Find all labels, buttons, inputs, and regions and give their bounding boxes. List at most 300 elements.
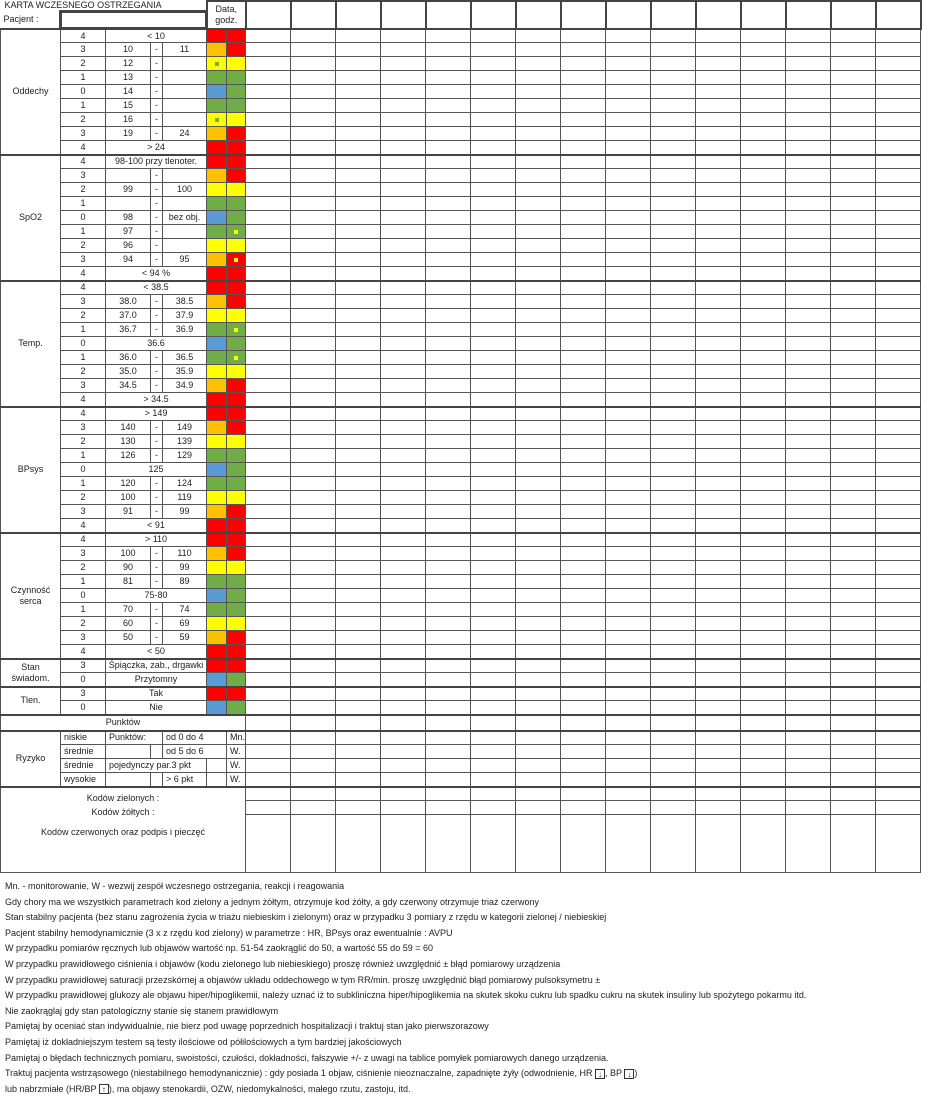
measurement-cell[interactable]	[381, 127, 426, 141]
measurement-cell[interactable]	[246, 589, 291, 603]
measurement-cell[interactable]	[426, 745, 471, 759]
measurement-cell[interactable]	[741, 603, 786, 617]
measurement-cell[interactable]	[561, 141, 606, 155]
measurement-cell[interactable]	[786, 631, 831, 645]
measurement-cell[interactable]	[246, 787, 291, 801]
measurement-cell[interactable]	[831, 57, 876, 71]
measurement-cell[interactable]	[696, 407, 741, 421]
measurement-cell[interactable]	[246, 365, 291, 379]
measurement-cell[interactable]	[246, 687, 291, 701]
measurement-cell[interactable]	[246, 815, 291, 873]
measurement-cell[interactable]	[561, 295, 606, 309]
measurement-cell[interactable]	[381, 645, 426, 659]
measurement-cell[interactable]	[651, 617, 696, 631]
measurement-cell[interactable]	[831, 113, 876, 127]
measurement-cell[interactable]	[741, 281, 786, 295]
measurement-cell[interactable]	[831, 351, 876, 365]
measurement-cell[interactable]	[561, 379, 606, 393]
measurement-cell[interactable]	[291, 337, 336, 351]
date-time-cell[interactable]	[696, 1, 741, 29]
measurement-cell[interactable]	[516, 379, 561, 393]
measurement-cell[interactable]	[831, 127, 876, 141]
measurement-cell[interactable]	[426, 715, 471, 731]
measurement-cell[interactable]	[291, 645, 336, 659]
measurement-cell[interactable]	[516, 309, 561, 323]
measurement-cell[interactable]	[291, 715, 336, 731]
measurement-cell[interactable]	[471, 29, 516, 43]
measurement-cell[interactable]	[741, 379, 786, 393]
measurement-cell[interactable]	[291, 547, 336, 561]
measurement-cell[interactable]	[426, 491, 471, 505]
measurement-cell[interactable]	[606, 197, 651, 211]
measurement-cell[interactable]	[741, 85, 786, 99]
measurement-cell[interactable]	[651, 575, 696, 589]
measurement-cell[interactable]	[831, 85, 876, 99]
measurement-cell[interactable]	[741, 71, 786, 85]
measurement-cell[interactable]	[696, 435, 741, 449]
measurement-cell[interactable]	[696, 801, 741, 815]
measurement-cell[interactable]	[336, 435, 381, 449]
measurement-cell[interactable]	[786, 239, 831, 253]
measurement-cell[interactable]	[246, 407, 291, 421]
measurement-cell[interactable]	[291, 477, 336, 491]
measurement-cell[interactable]	[426, 687, 471, 701]
measurement-cell[interactable]	[651, 449, 696, 463]
measurement-cell[interactable]	[606, 533, 651, 547]
measurement-cell[interactable]	[741, 435, 786, 449]
measurement-cell[interactable]	[876, 225, 921, 239]
measurement-cell[interactable]	[471, 141, 516, 155]
measurement-cell[interactable]	[741, 505, 786, 519]
measurement-cell[interactable]	[876, 309, 921, 323]
measurement-cell[interactable]	[336, 773, 381, 787]
measurement-cell[interactable]	[606, 659, 651, 673]
measurement-cell[interactable]	[516, 787, 561, 801]
measurement-cell[interactable]	[606, 99, 651, 113]
measurement-cell[interactable]	[426, 99, 471, 113]
measurement-cell[interactable]	[381, 731, 426, 745]
measurement-cell[interactable]	[336, 687, 381, 701]
measurement-cell[interactable]	[471, 351, 516, 365]
measurement-cell[interactable]	[426, 449, 471, 463]
measurement-cell[interactable]	[381, 491, 426, 505]
measurement-cell[interactable]	[876, 687, 921, 701]
measurement-cell[interactable]	[381, 379, 426, 393]
measurement-cell[interactable]	[831, 323, 876, 337]
measurement-cell[interactable]	[336, 127, 381, 141]
measurement-cell[interactable]	[876, 731, 921, 745]
measurement-cell[interactable]	[291, 141, 336, 155]
measurement-cell[interactable]	[336, 267, 381, 281]
measurement-cell[interactable]	[606, 365, 651, 379]
measurement-cell[interactable]	[246, 155, 291, 169]
measurement-cell[interactable]	[651, 57, 696, 71]
measurement-cell[interactable]	[831, 393, 876, 407]
measurement-cell[interactable]	[696, 337, 741, 351]
measurement-cell[interactable]	[291, 169, 336, 183]
measurement-cell[interactable]	[516, 407, 561, 421]
measurement-cell[interactable]	[516, 113, 561, 127]
measurement-cell[interactable]	[336, 505, 381, 519]
measurement-cell[interactable]	[246, 337, 291, 351]
measurement-cell[interactable]	[246, 617, 291, 631]
measurement-cell[interactable]	[336, 815, 381, 873]
measurement-cell[interactable]	[426, 759, 471, 773]
measurement-cell[interactable]	[831, 787, 876, 801]
measurement-cell[interactable]	[291, 617, 336, 631]
measurement-cell[interactable]	[291, 197, 336, 211]
measurement-cell[interactable]	[336, 29, 381, 43]
measurement-cell[interactable]	[651, 533, 696, 547]
measurement-cell[interactable]	[336, 113, 381, 127]
measurement-cell[interactable]	[786, 673, 831, 687]
measurement-cell[interactable]	[336, 575, 381, 589]
measurement-cell[interactable]	[516, 337, 561, 351]
measurement-cell[interactable]	[336, 617, 381, 631]
measurement-cell[interactable]	[786, 281, 831, 295]
measurement-cell[interactable]	[516, 701, 561, 715]
measurement-cell[interactable]	[561, 575, 606, 589]
measurement-cell[interactable]	[786, 365, 831, 379]
measurement-cell[interactable]	[651, 183, 696, 197]
measurement-cell[interactable]	[426, 463, 471, 477]
measurement-cell[interactable]	[606, 127, 651, 141]
measurement-cell[interactable]	[561, 197, 606, 211]
measurement-cell[interactable]	[741, 365, 786, 379]
measurement-cell[interactable]	[876, 701, 921, 715]
measurement-cell[interactable]	[471, 393, 516, 407]
measurement-cell[interactable]	[876, 197, 921, 211]
measurement-cell[interactable]	[561, 169, 606, 183]
measurement-cell[interactable]	[786, 169, 831, 183]
measurement-cell[interactable]	[696, 687, 741, 701]
measurement-cell[interactable]	[876, 787, 921, 801]
measurement-cell[interactable]	[381, 589, 426, 603]
measurement-cell[interactable]	[696, 267, 741, 281]
measurement-cell[interactable]	[606, 169, 651, 183]
measurement-cell[interactable]	[381, 113, 426, 127]
measurement-cell[interactable]	[471, 239, 516, 253]
measurement-cell[interactable]	[381, 323, 426, 337]
measurement-cell[interactable]	[741, 393, 786, 407]
measurement-cell[interactable]	[831, 617, 876, 631]
measurement-cell[interactable]	[696, 589, 741, 603]
measurement-cell[interactable]	[246, 715, 291, 731]
measurement-cell[interactable]	[426, 787, 471, 801]
measurement-cell[interactable]	[786, 407, 831, 421]
measurement-cell[interactable]	[246, 239, 291, 253]
measurement-cell[interactable]	[471, 815, 516, 873]
measurement-cell[interactable]	[696, 815, 741, 873]
measurement-cell[interactable]	[696, 463, 741, 477]
measurement-cell[interactable]	[741, 687, 786, 701]
measurement-cell[interactable]	[336, 463, 381, 477]
measurement-cell[interactable]	[786, 127, 831, 141]
measurement-cell[interactable]	[606, 631, 651, 645]
measurement-cell[interactable]	[381, 99, 426, 113]
measurement-cell[interactable]	[426, 57, 471, 71]
measurement-cell[interactable]	[246, 547, 291, 561]
measurement-cell[interactable]	[246, 505, 291, 519]
measurement-cell[interactable]	[471, 659, 516, 673]
measurement-cell[interactable]	[651, 815, 696, 873]
measurement-cell[interactable]	[471, 169, 516, 183]
measurement-cell[interactable]	[561, 759, 606, 773]
measurement-cell[interactable]	[651, 463, 696, 477]
measurement-cell[interactable]	[741, 99, 786, 113]
measurement-cell[interactable]	[876, 267, 921, 281]
measurement-cell[interactable]	[831, 309, 876, 323]
measurement-cell[interactable]	[651, 673, 696, 687]
measurement-cell[interactable]	[426, 407, 471, 421]
measurement-cell[interactable]	[291, 631, 336, 645]
measurement-cell[interactable]	[606, 393, 651, 407]
measurement-cell[interactable]	[471, 281, 516, 295]
measurement-cell[interactable]	[651, 169, 696, 183]
measurement-cell[interactable]	[651, 365, 696, 379]
measurement-cell[interactable]	[786, 759, 831, 773]
measurement-cell[interactable]	[786, 505, 831, 519]
measurement-cell[interactable]	[606, 617, 651, 631]
measurement-cell[interactable]	[876, 759, 921, 773]
measurement-cell[interactable]	[516, 659, 561, 673]
measurement-cell[interactable]	[561, 99, 606, 113]
measurement-cell[interactable]	[426, 659, 471, 673]
measurement-cell[interactable]	[516, 211, 561, 225]
measurement-cell[interactable]	[831, 281, 876, 295]
measurement-cell[interactable]	[651, 687, 696, 701]
measurement-cell[interactable]	[561, 183, 606, 197]
measurement-cell[interactable]	[336, 85, 381, 99]
date-time-cell[interactable]	[516, 1, 561, 29]
measurement-cell[interactable]	[696, 575, 741, 589]
measurement-cell[interactable]	[696, 759, 741, 773]
date-time-cell[interactable]	[651, 1, 696, 29]
measurement-cell[interactable]	[651, 239, 696, 253]
measurement-cell[interactable]	[246, 169, 291, 183]
measurement-cell[interactable]	[831, 463, 876, 477]
measurement-cell[interactable]	[606, 379, 651, 393]
measurement-cell[interactable]	[246, 281, 291, 295]
measurement-cell[interactable]	[471, 617, 516, 631]
measurement-cell[interactable]	[741, 295, 786, 309]
measurement-cell[interactable]	[876, 801, 921, 815]
date-time-cell[interactable]	[606, 1, 651, 29]
measurement-cell[interactable]	[786, 687, 831, 701]
measurement-cell[interactable]	[426, 379, 471, 393]
measurement-cell[interactable]	[336, 745, 381, 759]
measurement-cell[interactable]	[381, 505, 426, 519]
measurement-cell[interactable]	[246, 197, 291, 211]
measurement-cell[interactable]	[606, 815, 651, 873]
measurement-cell[interactable]	[336, 561, 381, 575]
measurement-cell[interactable]	[471, 337, 516, 351]
measurement-cell[interactable]	[831, 533, 876, 547]
measurement-cell[interactable]	[831, 673, 876, 687]
measurement-cell[interactable]	[381, 701, 426, 715]
measurement-cell[interactable]	[291, 589, 336, 603]
measurement-cell[interactable]	[741, 477, 786, 491]
measurement-cell[interactable]	[786, 421, 831, 435]
measurement-cell[interactable]	[471, 127, 516, 141]
measurement-cell[interactable]	[516, 759, 561, 773]
measurement-cell[interactable]	[336, 731, 381, 745]
measurement-cell[interactable]	[831, 197, 876, 211]
measurement-cell[interactable]	[471, 99, 516, 113]
measurement-cell[interactable]	[651, 505, 696, 519]
measurement-cell[interactable]	[516, 85, 561, 99]
measurement-cell[interactable]	[831, 253, 876, 267]
measurement-cell[interactable]	[246, 267, 291, 281]
measurement-cell[interactable]	[876, 449, 921, 463]
measurement-cell[interactable]	[426, 155, 471, 169]
measurement-cell[interactable]	[786, 309, 831, 323]
measurement-cell[interactable]	[336, 183, 381, 197]
measurement-cell[interactable]	[516, 253, 561, 267]
measurement-cell[interactable]	[336, 71, 381, 85]
measurement-cell[interactable]	[336, 533, 381, 547]
measurement-cell[interactable]	[246, 745, 291, 759]
measurement-cell[interactable]	[651, 29, 696, 43]
measurement-cell[interactable]	[831, 603, 876, 617]
measurement-cell[interactable]	[381, 141, 426, 155]
measurement-cell[interactable]	[561, 463, 606, 477]
measurement-cell[interactable]	[786, 351, 831, 365]
measurement-cell[interactable]	[741, 547, 786, 561]
measurement-cell[interactable]	[561, 787, 606, 801]
measurement-cell[interactable]	[651, 435, 696, 449]
measurement-cell[interactable]	[516, 365, 561, 379]
measurement-cell[interactable]	[246, 183, 291, 197]
measurement-cell[interactable]	[471, 745, 516, 759]
measurement-cell[interactable]	[561, 57, 606, 71]
measurement-cell[interactable]	[381, 183, 426, 197]
measurement-cell[interactable]	[651, 547, 696, 561]
measurement-cell[interactable]	[516, 815, 561, 873]
measurement-cell[interactable]	[471, 631, 516, 645]
measurement-cell[interactable]	[336, 323, 381, 337]
date-time-cell[interactable]	[471, 1, 516, 29]
measurement-cell[interactable]	[516, 351, 561, 365]
measurement-cell[interactable]	[696, 239, 741, 253]
measurement-cell[interactable]	[426, 421, 471, 435]
measurement-cell[interactable]	[651, 745, 696, 759]
date-time-cell[interactable]	[246, 1, 291, 29]
measurement-cell[interactable]	[561, 533, 606, 547]
measurement-cell[interactable]	[291, 239, 336, 253]
measurement-cell[interactable]	[831, 337, 876, 351]
measurement-cell[interactable]	[246, 85, 291, 99]
measurement-cell[interactable]	[561, 393, 606, 407]
measurement-cell[interactable]	[831, 267, 876, 281]
measurement-cell[interactable]	[291, 407, 336, 421]
measurement-cell[interactable]	[696, 99, 741, 113]
measurement-cell[interactable]	[336, 225, 381, 239]
measurement-cell[interactable]	[471, 379, 516, 393]
measurement-cell[interactable]	[561, 491, 606, 505]
measurement-cell[interactable]	[561, 519, 606, 533]
measurement-cell[interactable]	[561, 561, 606, 575]
measurement-cell[interactable]	[336, 589, 381, 603]
measurement-cell[interactable]	[696, 673, 741, 687]
measurement-cell[interactable]	[471, 687, 516, 701]
measurement-cell[interactable]	[876, 589, 921, 603]
measurement-cell[interactable]	[606, 505, 651, 519]
measurement-cell[interactable]	[516, 239, 561, 253]
measurement-cell[interactable]	[246, 351, 291, 365]
measurement-cell[interactable]	[246, 141, 291, 155]
measurement-cell[interactable]	[381, 449, 426, 463]
measurement-cell[interactable]	[246, 491, 291, 505]
measurement-cell[interactable]	[246, 519, 291, 533]
measurement-cell[interactable]	[876, 645, 921, 659]
measurement-cell[interactable]	[381, 365, 426, 379]
measurement-cell[interactable]	[291, 267, 336, 281]
measurement-cell[interactable]	[606, 787, 651, 801]
measurement-cell[interactable]	[876, 715, 921, 731]
measurement-cell[interactable]	[561, 211, 606, 225]
measurement-cell[interactable]	[471, 253, 516, 267]
measurement-cell[interactable]	[561, 435, 606, 449]
measurement-cell[interactable]	[246, 645, 291, 659]
measurement-cell[interactable]	[696, 449, 741, 463]
measurement-cell[interactable]	[561, 323, 606, 337]
measurement-cell[interactable]	[831, 759, 876, 773]
date-time-cell[interactable]	[381, 1, 426, 29]
measurement-cell[interactable]	[561, 477, 606, 491]
measurement-cell[interactable]	[651, 309, 696, 323]
measurement-cell[interactable]	[741, 533, 786, 547]
measurement-cell[interactable]	[426, 505, 471, 519]
measurement-cell[interactable]	[606, 801, 651, 815]
measurement-cell[interactable]	[471, 547, 516, 561]
measurement-cell[interactable]	[426, 43, 471, 57]
measurement-cell[interactable]	[246, 225, 291, 239]
measurement-cell[interactable]	[876, 603, 921, 617]
measurement-cell[interactable]	[876, 519, 921, 533]
measurement-cell[interactable]	[696, 113, 741, 127]
measurement-cell[interactable]	[246, 295, 291, 309]
measurement-cell[interactable]	[516, 519, 561, 533]
measurement-cell[interactable]	[426, 645, 471, 659]
measurement-cell[interactable]	[561, 113, 606, 127]
measurement-cell[interactable]	[381, 169, 426, 183]
measurement-cell[interactable]	[651, 731, 696, 745]
measurement-cell[interactable]	[741, 337, 786, 351]
measurement-cell[interactable]	[426, 365, 471, 379]
measurement-cell[interactable]	[246, 759, 291, 773]
measurement-cell[interactable]	[336, 787, 381, 801]
measurement-cell[interactable]	[741, 57, 786, 71]
measurement-cell[interactable]	[291, 29, 336, 43]
measurement-cell[interactable]	[336, 519, 381, 533]
measurement-cell[interactable]	[741, 701, 786, 715]
measurement-cell[interactable]	[606, 295, 651, 309]
measurement-cell[interactable]	[651, 99, 696, 113]
measurement-cell[interactable]	[471, 603, 516, 617]
measurement-cell[interactable]	[516, 533, 561, 547]
measurement-cell[interactable]	[561, 631, 606, 645]
measurement-cell[interactable]	[336, 631, 381, 645]
measurement-cell[interactable]	[786, 547, 831, 561]
measurement-cell[interactable]	[876, 773, 921, 787]
measurement-cell[interactable]	[246, 393, 291, 407]
measurement-cell[interactable]	[336, 57, 381, 71]
date-time-cell[interactable]	[561, 1, 606, 29]
measurement-cell[interactable]	[831, 295, 876, 309]
measurement-cell[interactable]	[831, 745, 876, 759]
measurement-cell[interactable]	[516, 421, 561, 435]
